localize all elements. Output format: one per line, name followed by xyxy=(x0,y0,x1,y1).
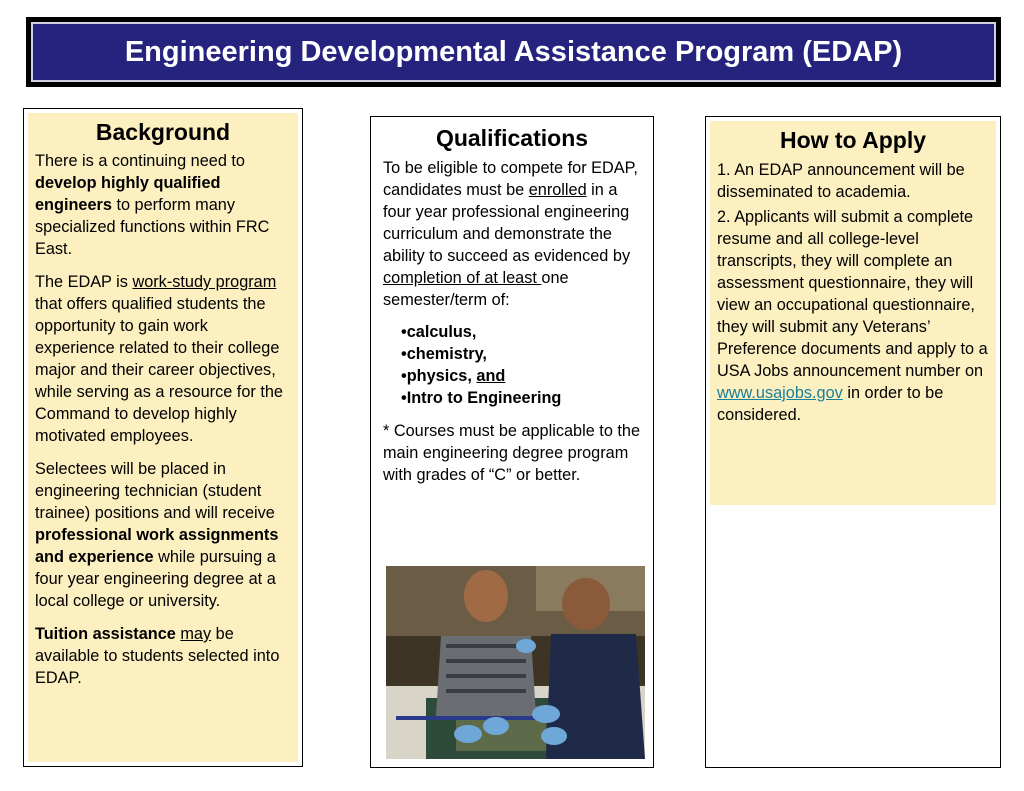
text-span: in a four year professional engineering curriculum and demonstrate the ability to succeed as evidenced by xyxy=(383,181,631,265)
how-to-apply-panel-fill xyxy=(710,121,996,505)
text-span: Selectees will be placed in engineering technician (student trainee) positions and will receive xyxy=(35,460,275,522)
qualifications-note: * Courses must be applicable to the main engineering degree program with grades of “C” or better. xyxy=(383,422,641,484)
text-span: To be eligible to compete for EDAP, candidates must be xyxy=(383,159,638,199)
course-item: •chemistry, xyxy=(401,345,487,363)
title-banner-inner xyxy=(31,22,996,82)
how-to-apply-heading: How to Apply xyxy=(779,127,927,153)
usajobs-link[interactable]: www.usajobs.gov xyxy=(717,384,843,402)
background-paragraph-1 xyxy=(35,150,291,260)
underlined-text: completion of at least xyxy=(383,269,542,287)
course-item: •physics, and xyxy=(401,367,506,385)
course-list xyxy=(401,321,641,409)
background-paragraph-3 xyxy=(35,458,291,612)
background-panel-fill xyxy=(28,113,298,762)
step-1: 1. An EDAP announcement will be disseminated to academia. xyxy=(717,161,965,201)
course-label: Intro to Engineering xyxy=(406,389,562,407)
underlined-text: and xyxy=(476,367,506,385)
text-span: 2. Applicants will submit a complete resume and all college-level transcripts, they will complete an assessment questionnaire, they will view an occupational questionnaire, they will submit any Veterans’ Preference documents and apply to a USA Jobs announcement number on xyxy=(717,208,988,380)
bold-text: Tuition assistance xyxy=(35,625,176,643)
background-paragraph-4 xyxy=(35,623,291,689)
bold-text: professional work assignments and experience xyxy=(35,526,279,566)
lab-photo-illustration xyxy=(386,566,645,759)
background-paragraph-2 xyxy=(35,271,291,447)
text-span: while pursuing a four year engineering degree at a local college or university. xyxy=(35,548,276,610)
course-item: •calculus, xyxy=(401,323,477,341)
course-label: calculus, xyxy=(406,323,477,341)
page-title: Engineering Developmental Assistance Program (EDAP) xyxy=(124,35,903,68)
background-heading: Background xyxy=(95,119,231,145)
how-to-apply-panel xyxy=(705,116,1001,768)
lab-photo xyxy=(386,566,645,759)
text-span: be available to students selected into EDAP. xyxy=(35,625,280,687)
text-span: in order to be considered. xyxy=(717,384,944,424)
text-span: one semester/term of: xyxy=(383,269,569,309)
step-2 xyxy=(717,206,989,426)
underlined-text: may xyxy=(180,625,212,643)
title-banner xyxy=(26,17,1001,87)
text-span: There is a continuing need to xyxy=(35,152,245,170)
text-span: that offers qualified students the opportunity to gain work experience related to their college major and their career objectives, while serving as a resource for the Command to develop highly motivated employees. xyxy=(35,295,283,445)
background-panel xyxy=(23,108,303,767)
qualifications-intro xyxy=(383,157,641,311)
underlined-text: enrolled xyxy=(528,181,587,199)
text-span: to perform many specialized functions within FRC East. xyxy=(35,196,270,258)
qualifications-panel xyxy=(370,116,654,768)
bold-text: develop highly qualified engineers xyxy=(35,174,221,214)
course-label: physics, xyxy=(406,367,477,385)
qualifications-heading: Qualifications xyxy=(435,125,589,151)
underlined-text: work-study program xyxy=(132,273,277,291)
course-label: chemistry, xyxy=(406,345,487,363)
course-item: •Intro to Engineering xyxy=(401,389,562,407)
text-span: The EDAP is xyxy=(35,273,133,291)
